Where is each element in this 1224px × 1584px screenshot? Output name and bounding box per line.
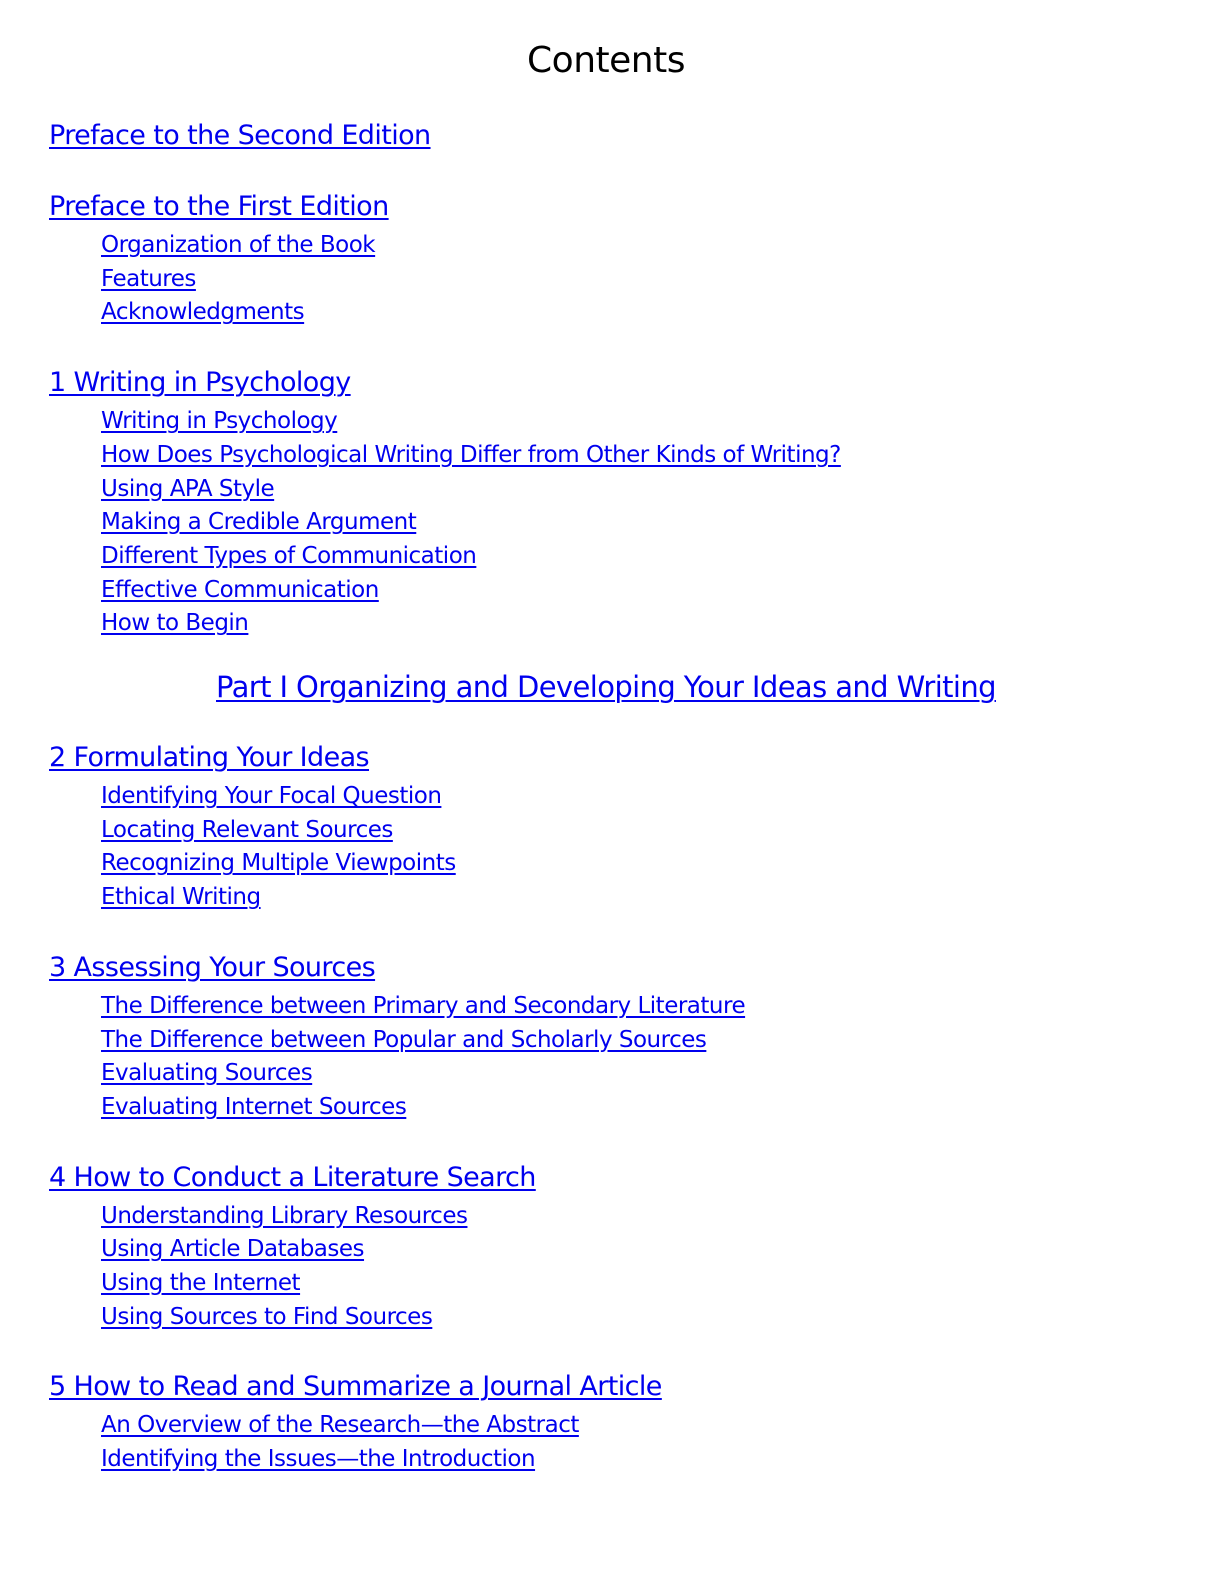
toc-sub-link[interactable]: Identifying Your Focal Question	[101, 783, 442, 810]
toc-group-chapter-2	[0, 740, 1224, 915]
toc-sub-list	[101, 780, 1224, 915]
toc-sub-link[interactable]: Using Article Databases	[101, 1236, 365, 1263]
toc-sub-list	[101, 1409, 1224, 1476]
toc-sub-link[interactable]: Using the Internet	[101, 1270, 301, 1297]
toc-part-heading	[0, 668, 1212, 706]
toc-sub-link[interactable]: Effective Communication	[101, 576, 379, 603]
toc-sub-link[interactable]: How to Begin	[101, 610, 249, 637]
toc-link-preface-first[interactable]: Preface to the First Edition	[49, 191, 389, 222]
toc-link-preface-second[interactable]: Preface to the Second Edition	[49, 120, 431, 151]
toc-sub-link[interactable]: Evaluating Sources	[101, 1060, 313, 1087]
toc-sub-list	[101, 1200, 1224, 1335]
toc-sub-link[interactable]: The Difference between Primary and Secondary Literature	[101, 992, 746, 1019]
toc-link-chapter-5[interactable]: 5 How to Read and Summarize a Journal Article	[49, 1371, 662, 1403]
toc-sub-link[interactable]: Features	[101, 265, 196, 292]
toc-link-chapter-4[interactable]: 4 How to Conduct a Literature Search	[49, 1161, 536, 1193]
toc-sub-list	[101, 990, 1224, 1125]
toc-sub-link[interactable]: Ethical Writing	[101, 884, 261, 911]
toc-sub-link[interactable]: An Overview of the Research—the Abstract	[101, 1412, 579, 1439]
toc-sub-link[interactable]: Writing in Psychology	[101, 408, 338, 435]
toc-group-chapter-4	[0, 1160, 1224, 1335]
toc-link-part-1[interactable]: Part I Organizing and Developing Your Ideas and Writing	[216, 670, 996, 705]
toc-sub-link[interactable]: Acknowledgments	[101, 299, 305, 326]
toc-link-chapter-1[interactable]: 1 Writing in Psychology	[49, 367, 351, 399]
toc-sub-list	[101, 405, 1224, 641]
toc-group-chapter-3	[0, 950, 1224, 1125]
toc-sub-link[interactable]: Recognizing Multiple Viewpoints	[101, 850, 456, 877]
toc-sub-link[interactable]: The Difference between Popular and Scholarly Sources	[101, 1026, 707, 1053]
toc-link-chapter-3[interactable]: 3 Assessing Your Sources	[49, 951, 376, 983]
page-title: Contents	[527, 40, 685, 81]
toc-sub-link[interactable]: Identifying the Issues—the Introduction	[101, 1446, 536, 1473]
toc-sub-link[interactable]: Understanding Library Resources	[101, 1202, 468, 1229]
toc-group-preface-second	[0, 118, 1224, 154]
toc-sub-link[interactable]: Locating Relevant Sources	[101, 816, 393, 843]
toc-sub-link[interactable]: Using Sources to Find Sources	[101, 1303, 433, 1330]
toc-sub-link[interactable]: Evaluating Internet Sources	[101, 1093, 407, 1120]
toc-sub-link[interactable]: Organization of the Book	[101, 232, 376, 258]
table-of-contents	[0, 118, 1224, 1512]
toc-sub-list	[101, 229, 1224, 330]
toc-sub-link[interactable]: Using APA Style	[101, 475, 275, 502]
toc-group-preface-first	[0, 189, 1224, 330]
toc-sub-link[interactable]: Making a Credible Argument	[101, 509, 417, 536]
toc-group-chapter-5	[0, 1369, 1224, 1476]
toc-group-chapter-1	[0, 365, 1224, 641]
toc-sub-link[interactable]: How Does Psychological Writing Differ from Other Kinds of Writing?	[101, 441, 841, 468]
toc-sub-link[interactable]: Different Types of Communication	[101, 542, 477, 569]
toc-link-chapter-2[interactable]: 2 Formulating Your Ideas	[49, 742, 370, 774]
